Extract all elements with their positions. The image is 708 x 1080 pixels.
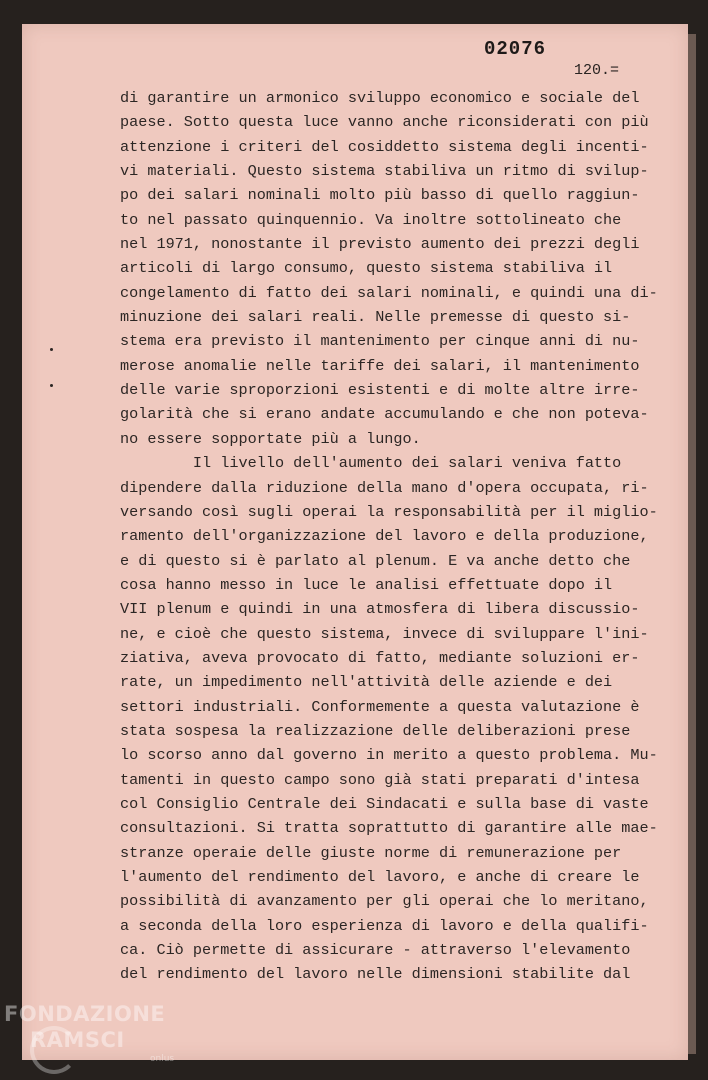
text-line: ramento dell'organizzazione del lavoro e della produzione, <box>120 527 649 546</box>
margin-mark <box>50 384 53 387</box>
text-line: to nel passato quinquennio. Va inoltre sottolineato che <box>120 210 622 229</box>
text-line: minuzione dei salari reali. Nelle premesse di questo si- <box>120 308 631 327</box>
text-line: Il livello dell'aumento dei salari veniva fatto <box>120 454 622 473</box>
margin-mark <box>50 348 53 351</box>
text-line: articoli di largo consumo, questo sistema stabiliva il <box>120 259 613 278</box>
text-line: del rendimento del lavoro nelle dimensioni stabilite dal <box>120 965 631 984</box>
page-edge <box>688 34 696 1054</box>
text-line: consultazioni. Si tratta soprattutto di garantire alle mae- <box>120 819 658 838</box>
text-line: lo scorso anno dal governo in merito a questo problema. Mu- <box>120 746 658 765</box>
watermark <box>4 1000 184 1076</box>
text-line: ziativa, aveva provocato di fatto, mediante soluzioni er- <box>120 648 640 667</box>
watermark-sub: onlus <box>150 1054 175 1064</box>
text-line: rate, un impedimento nell'attività delle aziende e dei <box>120 673 613 692</box>
text-line: ne, e cioè che questo sistema, invece di sviluppare l'ini- <box>120 624 649 643</box>
text-line: e di questo si è parlato al plenum. E va anche detto che <box>120 551 631 570</box>
text-line: settori industriali. Conformemente a questa valutazione è <box>120 697 640 716</box>
text-line: no essere sopportate più a lungo. <box>120 429 421 448</box>
text-line: stata sospesa la realizzazione delle deliberazioni prese <box>120 721 631 740</box>
text-line: golarità che si erano andate accumulando e che non poteva- <box>120 405 649 424</box>
text-line: paese. Sotto questa luce vanno anche riconsiderati con più <box>120 113 649 132</box>
archive-number: 02076 <box>484 38 547 60</box>
text-line: a seconda della loro esperienza di lavoro e della qualifi- <box>120 916 649 935</box>
text-line: nel 1971, nonostante il previsto aumento dei prezzi degli <box>120 235 640 254</box>
text-line: dipendere dalla riduzione della mano d'opera occupata, ri- <box>120 478 649 497</box>
text-line: po dei salari nominali molto più basso di quello raggiun- <box>120 186 640 205</box>
watermark-line1: FONDAZIONE <box>4 1002 166 1026</box>
text-line: possibilità di avanzamento per gli operai che lo meritano, <box>120 892 649 911</box>
text-line: VII plenum e quindi in una atmosfera di libera discussio- <box>120 600 640 619</box>
watermark-line2: RAMSCI <box>30 1028 125 1052</box>
text-line: tamenti in questo campo sono già stati preparati d'intesa <box>120 770 640 789</box>
text-line: merose anomalie nelle tariffe dei salari, il mantenimento <box>120 356 640 375</box>
text-line: delle varie sproporzioni esistenti e di molte altre irre- <box>120 381 640 400</box>
text-line: col Consiglio Centrale dei Sindacati e sulla base di vaste <box>120 794 649 813</box>
text-line: di garantire un armonico sviluppo economico e sociale del <box>120 89 640 107</box>
document-body <box>120 86 658 987</box>
page-number: 120.= <box>574 62 620 79</box>
text-line: attenzione i criteri del cosiddetto sistema degli incenti- <box>120 137 649 156</box>
text-line: stema era previsto il mantenimento per cinque anni di nu- <box>120 332 640 351</box>
text-line: versando così sugli operai la responsabilità per il miglio- <box>120 502 658 521</box>
text-line: stranze operaie delle giuste norme di remunerazione per <box>120 843 622 862</box>
text-line: l'aumento del rendimento del lavoro, e anche di creare le <box>120 868 640 886</box>
text-line: cosa hanno messo in luce le analisi effettuate dopo il <box>120 575 613 594</box>
text-line: congelamento di fatto dei salari nominali, e quindi una di- <box>120 283 658 302</box>
text-line: vi materiali. Questo sistema stabiliva un ritmo di svilup- <box>120 162 649 181</box>
text-line: ca. Ciò permette di assicurare - attraverso l'elevamento <box>120 941 631 960</box>
